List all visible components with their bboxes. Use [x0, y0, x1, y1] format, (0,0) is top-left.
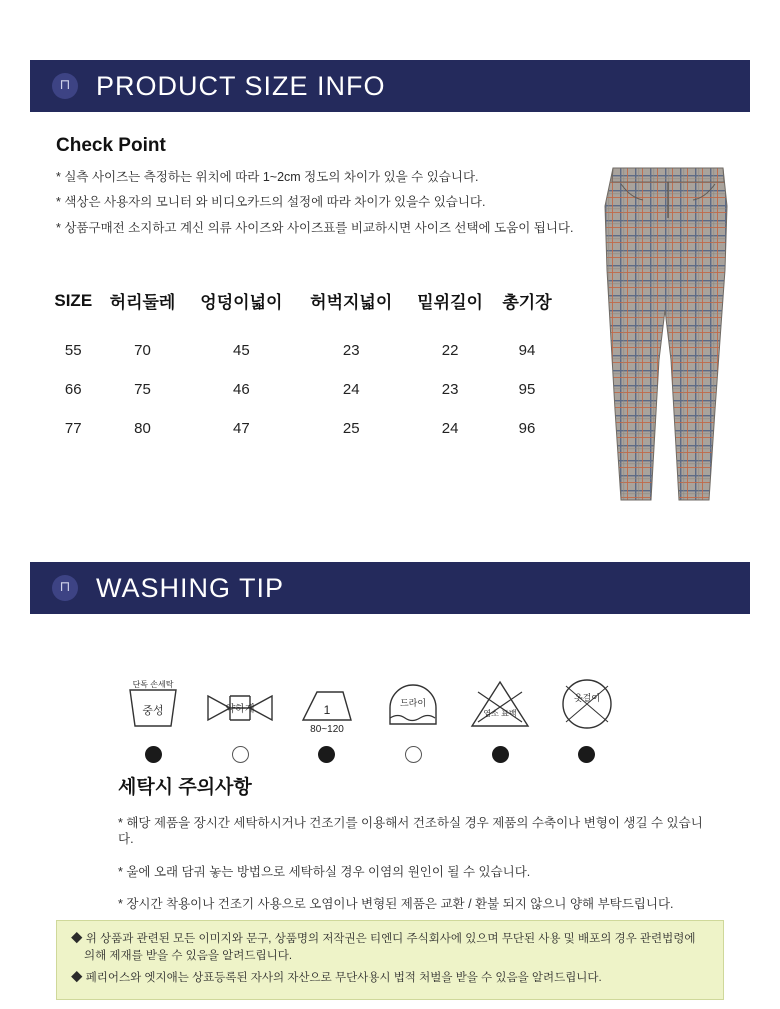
notice-line-1: ◆ 위 상품과 관련된 모든 이미지와 문구, 상품명의 저작권은 티엔디 주식회사에 있으며 무단된 사용 및 배포의 경우 관련법령에 의해 제재를 받을 수 있음을 알려드립니다. — [71, 933, 696, 962]
svg-text:드라이: 드라이 — [400, 698, 427, 708]
col-header-thigh: 허벅지넓이 — [310, 293, 393, 312]
wash-item-hand-wash — [110, 672, 197, 763]
dry-clean-icon — [378, 672, 448, 734]
hand-wash-icon — [118, 672, 188, 734]
check-point-line-3: * 상품구매전 소지하고 계신 의류 사이즈와 사이즈표를 비교하시면 사이즈 선택에 도움이 됩니다. — [56, 220, 574, 235]
check-point-line-2: * 색상은 사용자의 모니터 와 비디오카드의 설정에 따라 차이가 있을수 있습니다. — [56, 195, 486, 210]
cell-length: 96 — [518, 420, 536, 437]
no-bleach-icon — [464, 672, 536, 734]
wash-item-iron — [283, 672, 370, 763]
wash-dot — [578, 746, 595, 763]
cell-thigh: 25 — [342, 420, 360, 437]
col-header-hip: 엉덩이넓이 — [200, 293, 283, 312]
check-point-heading: Check Point — [56, 135, 166, 156]
table-header-row — [48, 288, 560, 331]
washing-symbols-row — [110, 672, 630, 763]
section-title-washing-tip: WASHING TIP — [96, 572, 285, 603]
washing-note-line-2: * 울에 오래 담궈 놓는 방법으로 세탁하실 경우 이염의 원인이 될 수 있습니다. — [118, 864, 531, 879]
wash-item-hanger-dry — [543, 672, 630, 763]
cell-rise: 24 — [441, 420, 459, 437]
col-header-length: 총기장 — [502, 293, 552, 312]
washing-note-line-3: * 장시간 착용이나 건조기 사용으로 오염이나 변형된 제품은 교환 / 환불 되지 않으니 양해 부탁드립니다. — [118, 896, 674, 911]
col-header-waist: 허리둘레 — [109, 293, 176, 312]
section-header-washing-tip — [30, 562, 750, 614]
cell-waist: 70 — [134, 342, 151, 359]
gentle-wring-icon — [200, 672, 280, 734]
cell-size: 55 — [64, 342, 82, 359]
cell-length: 95 — [518, 381, 536, 398]
col-header-size: SIZE — [54, 290, 93, 310]
svg-text:단독 손세탁: 단독 손세탁 — [132, 680, 174, 689]
washing-notes-heading: 세탁시 주의사항 — [118, 777, 252, 798]
cell-waist: 75 — [134, 381, 151, 398]
washing-notes-block — [118, 772, 718, 928]
tn-logo-icon: ⊓ — [52, 575, 78, 601]
plaid-check-pants-photo — [575, 160, 760, 510]
check-point-line-1: * 실측 사이즈는 측정하는 위치에 따라 1~2cm 정도의 차이가 있을 수 있습니다. — [56, 170, 479, 184]
svg-text:염소 표백: 염소 표백 — [483, 709, 517, 718]
copyright-notice — [56, 920, 724, 1000]
svg-text:옷걸이: 옷걸이 — [573, 693, 600, 703]
cell-rise: 23 — [441, 381, 459, 398]
cell-size: 66 — [64, 381, 82, 398]
wash-dot — [492, 746, 509, 763]
check-point-block — [56, 135, 576, 245]
svg-text:중성: 중성 — [142, 705, 164, 717]
wash-dot — [232, 746, 249, 763]
cell-rise: 22 — [441, 342, 459, 359]
table-row — [48, 409, 560, 448]
wash-dot — [318, 746, 335, 763]
section-title-size-info: PRODUCT SIZE INFO — [96, 70, 386, 101]
svg-text:80~120: 80~120 — [309, 724, 344, 734]
svg-text:약하게: 약하게 — [225, 704, 255, 715]
section-header-size-info — [30, 60, 750, 112]
tn-logo-icon: ⊓ — [52, 73, 78, 99]
wash-item-gentle-wring — [197, 672, 284, 763]
washing-note-line-1: * 해당 제품을 장시간 세탁하시거나 건조기를 이용해서 건조하실 경우 제품의 수축이나 변형이 생길 수 있습니다. — [118, 816, 703, 847]
wash-item-no-bleach — [457, 672, 544, 763]
wash-dot — [145, 746, 162, 763]
cell-hip: 47 — [233, 420, 250, 437]
cell-hip: 46 — [233, 381, 250, 398]
iron-icon — [287, 672, 367, 734]
wash-dot — [405, 746, 422, 763]
table-row — [48, 331, 560, 370]
table-row — [48, 370, 560, 409]
cell-hip: 45 — [233, 342, 250, 359]
size-table — [48, 288, 560, 448]
col-header-rise: 밑위길이 — [417, 293, 483, 312]
hanger-dry-icon — [552, 672, 622, 734]
cell-thigh: 23 — [342, 342, 360, 359]
cell-size: 77 — [64, 420, 82, 437]
cell-waist: 80 — [134, 420, 151, 437]
svg-text:1: 1 — [323, 703, 331, 717]
wash-item-dry-clean — [370, 672, 457, 763]
cell-length: 94 — [518, 342, 536, 359]
cell-thigh: 24 — [342, 381, 360, 398]
notice-line-2: ◆ 페리어스와 엣지애는 상표등록된 자사의 자산으로 무단사용시 법적 처벌을 받을 수 있음을 알려드립니다. — [71, 972, 602, 985]
